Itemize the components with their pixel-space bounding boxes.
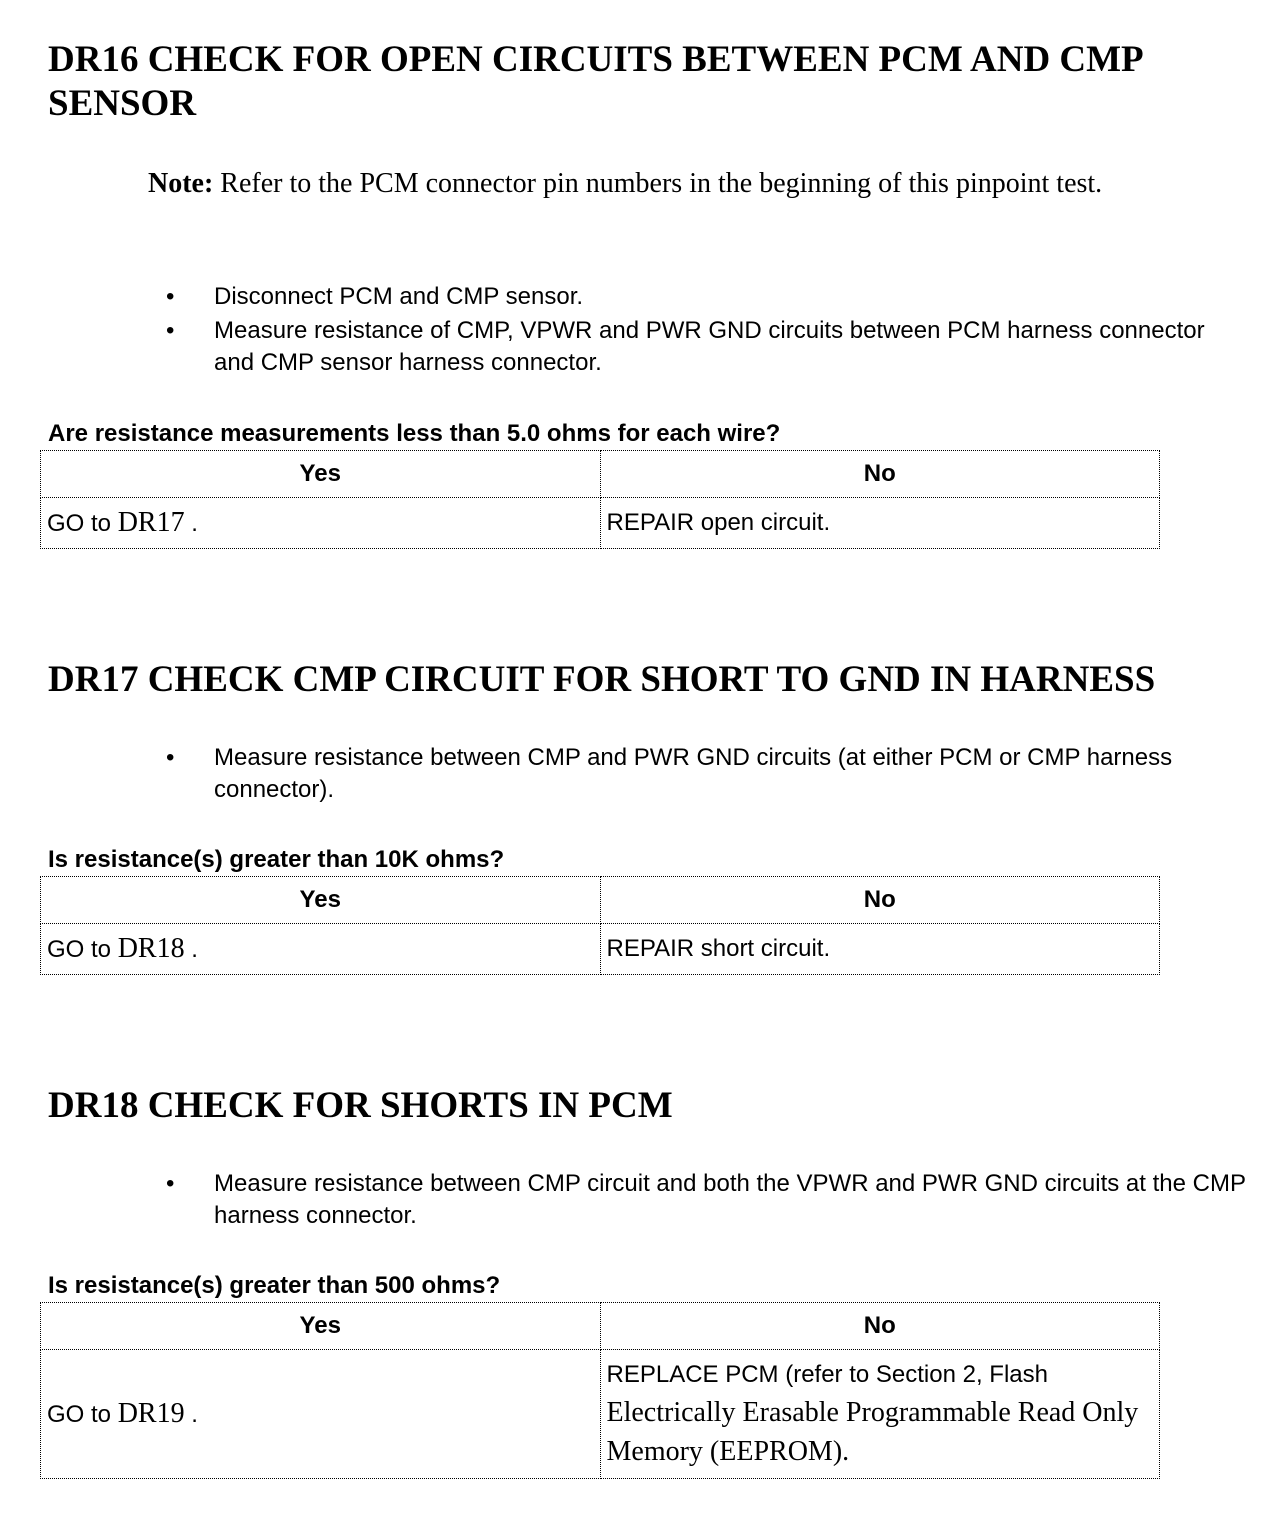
section-heading: DR18 CHECK FOR SHORTS IN PCM — [48, 1085, 673, 1126]
goto-link[interactable]: DR17 — [117, 506, 185, 538]
list-item: • Disconnect PCM and CMP sensor. — [48, 281, 1248, 313]
bullet-icon: • — [166, 283, 175, 310]
no-header: No — [600, 1303, 1160, 1350]
bullet-list — [48, 281, 1248, 381]
yes-no-table — [40, 876, 1160, 975]
no-cell: REPAIR short circuit. — [600, 924, 1160, 975]
yes-no-table — [40, 1302, 1160, 1479]
yes-cell: GO to DR18 . — [41, 924, 601, 975]
section-heading: DR17 CHECK CMP CIRCUIT FOR SHORT TO GND IN HARNESS — [48, 659, 1156, 700]
question: Are resistance measurements less than 5.0 ohms for each wire? — [48, 420, 781, 447]
note-text: Refer to the PCM connector pin numbers in the beginning of this pinpoint test. — [213, 168, 1103, 199]
bullet-icon: • — [166, 317, 175, 344]
bullet-icon: • — [166, 1170, 175, 1197]
question: Is resistance(s) greater than 500 ohms? — [48, 1272, 501, 1299]
yes-no-table — [40, 450, 1160, 549]
section-heading: DR16 CHECK FOR OPEN CIRCUITS BETWEEN PCM AND CMP SENSOR — [48, 39, 1142, 124]
yes-cell: GO to DR19 . — [41, 1350, 601, 1479]
yes-header: Yes — [41, 451, 601, 498]
no-header: No — [600, 451, 1160, 498]
no-header: No — [600, 877, 1160, 924]
note — [148, 165, 1238, 203]
no-cell: REPAIR open circuit. — [600, 498, 1160, 549]
yes-header: Yes — [41, 877, 601, 924]
section-dr17 — [48, 658, 1248, 998]
yes-cell: GO to DR17 . — [41, 498, 601, 549]
question: Is resistance(s) greater than 10K ohms? — [48, 846, 505, 873]
section-dr18 — [48, 1084, 1248, 1504]
list-item: • Measure resistance between CMP and PWR GND circuits (at either PCM or CMP harness connector). — [166, 744, 1173, 803]
goto-link[interactable]: DR19 — [117, 1397, 185, 1429]
note-label: Note: — [148, 168, 214, 199]
bullet-list — [48, 1168, 1248, 1234]
section-dr16 — [48, 38, 1248, 568]
list-item: • Measure resistance between CMP circuit and both the VPWR and PWR GND circuits at the CMP harness connector. — [166, 1170, 1246, 1229]
yes-header: Yes — [41, 1303, 601, 1350]
list-item: • Measure resistance of CMP, VPWR and PWR GND circuits between PCM harness connector and CMP sensor harness connector. — [166, 317, 1205, 376]
bullet-list — [48, 742, 1248, 808]
goto-link[interactable]: DR18 — [117, 932, 185, 964]
no-cell: REPLACE PCM (refer to Section 2, Flash Electrically Erasable Programmable Read Only Memory (EEPROM). — [600, 1350, 1160, 1479]
bullet-icon: • — [166, 744, 175, 771]
